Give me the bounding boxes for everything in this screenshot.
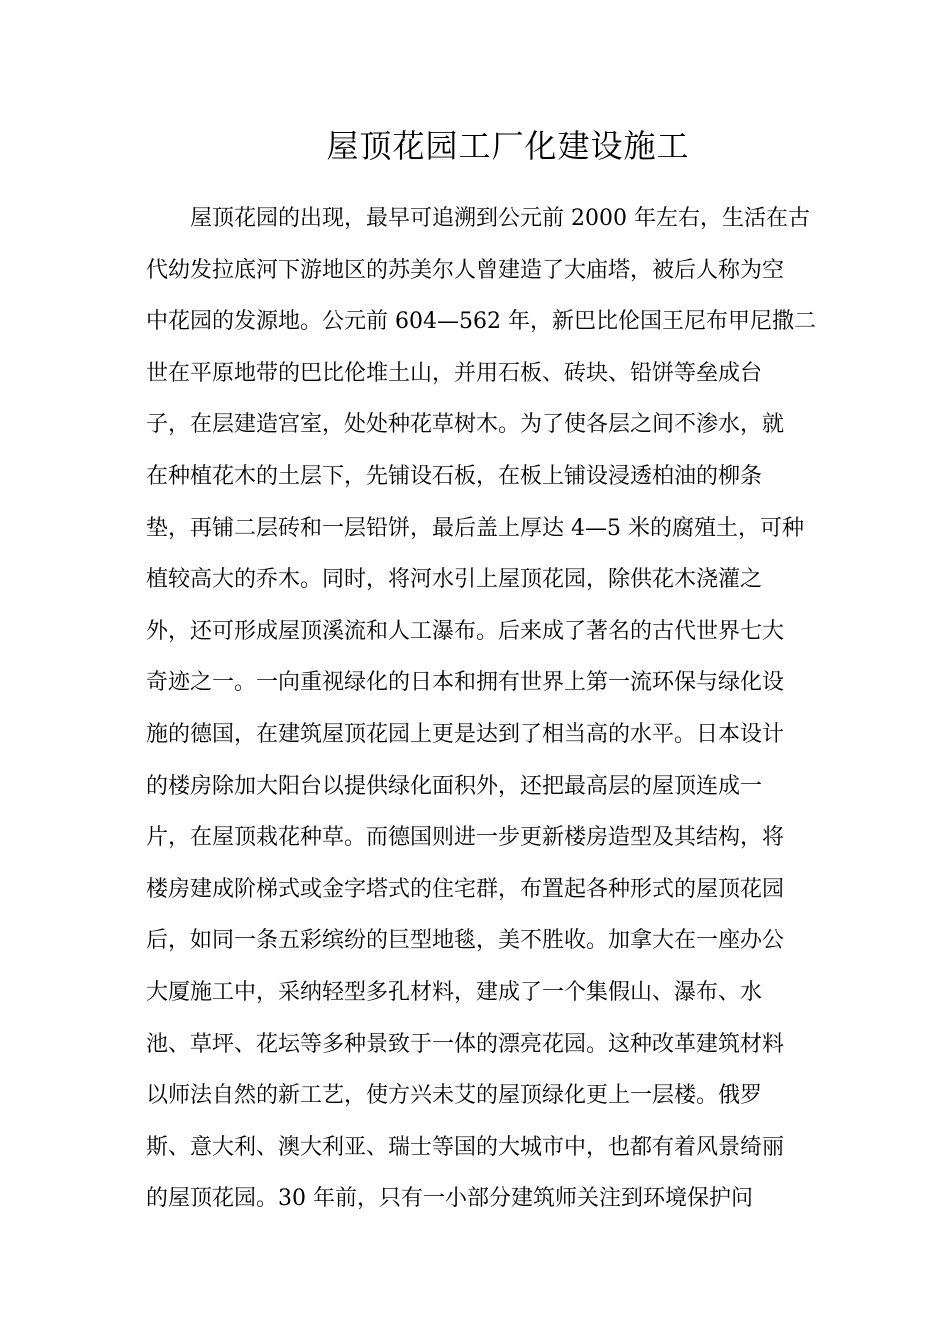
paragraph-line: 垫，再铺二层砖和一层铅饼，最后盖上厚达 4—5 米的腐殖土，可种	[146, 515, 804, 541]
paragraph-line: 屋顶花园的出现，最早可追溯到公元前 2000 年左右，生活在古	[190, 206, 810, 231]
paragraph-line: 施的德国，在建筑屋顶花园上更是达到了相当高的水平。日本设计	[146, 721, 785, 747]
paragraph-line: 的楼房除加大阳台以提供绿化面积外，还把最高层的屋顶连成一	[146, 773, 763, 799]
document-title: 屋顶花园工厂化建设施工	[326, 127, 690, 165]
body-paragraph	[146, 193, 826, 1225]
paragraph-line: 大厦施工中，采纳轻型多孔材料，建成了一个集假山、瀑布、水	[146, 979, 763, 1005]
paragraph-line: 子，在层建造宫室，处处种花草树木。为了使各层之间不渗水，就	[146, 412, 785, 438]
paragraph-line: 楼房建成阶梯式或金字塔式的住宅群，布置起各种形式的屋顶花园	[146, 876, 785, 902]
paragraph-line: 以师法自然的新工艺，使方兴未艾的屋顶绿化更上一层楼。俄罗	[146, 1083, 763, 1109]
paragraph-line: 在种植花木的土层下，先铺设石板，在板上铺设浸透柏油的柳条	[146, 463, 763, 489]
paragraph-line: 世在平原地带的巴比伦堆土山，并用石板、砖块、铅饼等垒成台	[146, 360, 763, 386]
paragraph-line: 的屋顶花园。30 年前，只有一小部分建筑师关注到环境保护问	[146, 1186, 753, 1212]
paragraph-line: 后，如同一条五彩缤纷的巨型地毯，美不胜收。加拿大在一座办公	[146, 928, 785, 954]
paragraph-line: 植较高大的乔木。同时，将河水引上屋顶花园，除供花木浇灌之	[146, 567, 763, 593]
paragraph-line: 代幼发拉底河下游地区的苏美尔人曾建造了大庙塔，被后人称为空	[146, 257, 785, 283]
paragraph-line: 斯、意大利、澳大利亚、瑞士等国的大城市中，也都有着风景绮丽	[146, 1134, 785, 1160]
paragraph-line: 奇迹之一。一向重视绿化的日本和拥有世界上第一流环保与绿化设	[146, 670, 785, 696]
paragraph-line: 外，还可形成屋顶溪流和人工瀑布。后来成了著名的古代世界七大	[146, 618, 785, 644]
paragraph-line: 中花园的发源地。公元前 604—562 年，新巴比伦国王尼布甲尼撒二	[146, 309, 816, 335]
paragraph-line: 池、草坪、花坛等多种景致于一体的漂亮花园。这种改革建筑材料	[146, 1031, 785, 1057]
paragraph-line: 片，在屋顶栽花种草。而德国则进一步更新楼房造型及其结构，将	[146, 825, 785, 851]
